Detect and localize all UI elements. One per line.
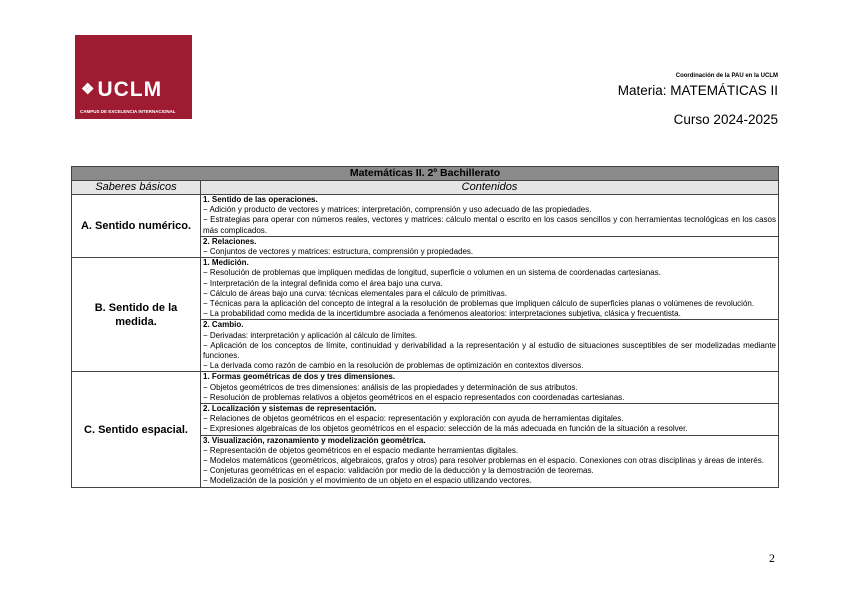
logo-text: UCLM bbox=[97, 78, 163, 101]
table-body bbox=[72, 195, 779, 488]
content-line: − Técnicas para la aplicación del concepto de integral a la resolución de problemas que impliquen cálculo de superficies planas o volúmenes de revolución. bbox=[203, 299, 755, 309]
block-heading: 1. Formas geométricas de dos y tres dimensiones. bbox=[203, 372, 396, 382]
coordination-label: Coordinación de la PAU en la UCLM bbox=[675, 73, 778, 79]
block-heading: 3. Visualización, razonamiento y modelización geométrica. bbox=[203, 435, 426, 445]
content-line: − Resolución de problemas relativos a objetos geométricos en el espacio representados con coordenadas cartesianas. bbox=[203, 392, 625, 402]
block-heading: 1. Sentido de las operaciones. bbox=[203, 195, 318, 204]
content-cell bbox=[201, 236, 779, 257]
subject-label: Materia: MATEMÁTICAS II bbox=[617, 83, 778, 98]
saber-cell: B. Sentido de la medida. bbox=[72, 258, 201, 372]
saber-cell: C. Sentido espacial. bbox=[72, 372, 201, 487]
uclm-emblem-icon: ❖ bbox=[81, 81, 96, 98]
content-line: − Aplicación de los conceptos de límite, continuidad y derivabilidad a la representación y al estudio de situaciones susceptibles de ser modelizadas mediante funciones. bbox=[203, 340, 776, 361]
saber-cell: A. Sentido numérico. bbox=[72, 195, 201, 258]
content-line: − Conjuntos de vectores y matrices: estructura, comprensión y propiedades. bbox=[203, 247, 474, 257]
table-title: Matemáticas II. 2º Bachillerato bbox=[72, 167, 779, 181]
content-line: − Adición y producto de vectores y matrices: interpretación, comprensión y uso adecuado de las propiedades. bbox=[203, 205, 592, 215]
table-row bbox=[72, 258, 779, 320]
content-line: − Interpretación de la integral definida como el área bajo una curva. bbox=[203, 278, 443, 288]
column-header-contenidos: Contenidos bbox=[201, 181, 779, 195]
content-cell bbox=[201, 404, 779, 436]
content-line: − Cálculo de áreas bajo una curva: técnicas elementales para el cálculo de primitivas. bbox=[203, 288, 507, 298]
content-line: − Expresiones algebraicas de los objetos geométricos en el espacio: selección de la más adecuada en función de la situación a resolver. bbox=[203, 424, 688, 434]
contents-table bbox=[71, 166, 779, 488]
content-line: − La derivada como razón de cambio en la resolución de problemas de optimización en contextos diversos. bbox=[203, 361, 584, 371]
block-heading: 2. Relaciones. bbox=[203, 236, 257, 246]
table-row bbox=[72, 195, 779, 237]
content-line: − Estrategias para operar con números reales, vectores y matrices: cálculo mental o escrito en los casos sencillos y con herramientas tecnológicas en los casos más complicados. bbox=[203, 215, 776, 235]
uclm-logo bbox=[75, 35, 192, 119]
block-heading: 1. Medición. bbox=[203, 258, 249, 268]
block-heading: 2. Cambio. bbox=[203, 320, 244, 330]
content-line: − Conjeturas geométricas en el espacio: validación por medio de la deducción y la demostración de teoremas. bbox=[203, 466, 594, 476]
content-cell bbox=[201, 195, 779, 237]
content-cell bbox=[201, 372, 779, 404]
content-line: − Resolución de problemas que impliquen medidas de longitud, superficie o volumen en un sistema de coordenadas cartesianas. bbox=[203, 268, 661, 278]
content-line: − Modelización de la posición y el movimiento de un objeto en el espacio utilizando vectores. bbox=[203, 476, 532, 486]
content-line: − Derivadas: interpretación y aplicación al cálculo de límites. bbox=[203, 330, 418, 340]
column-header-saberes: Saberes básicos bbox=[72, 181, 201, 195]
content-line: − Modelos matemáticos (geométricos, algebraicos, grafos y otros) para resolver problemas en el espacio. Conexiones con otras disciplinas y áreas de interés. bbox=[203, 456, 764, 466]
content-line: − Objetos geométricos de tres dimensiones: análisis de las propiedades y determinación de sus atributos. bbox=[203, 382, 578, 392]
logo-subtitle: CAMPUS DE EXCELENCIA INTERNACIONAL bbox=[80, 109, 176, 114]
page-number: 2 bbox=[769, 551, 775, 565]
content-cell bbox=[201, 435, 779, 487]
content-cell bbox=[201, 320, 779, 372]
block-heading: 2. Localización y sistemas de representación. bbox=[203, 404, 377, 414]
table-row bbox=[72, 372, 779, 404]
content-line: − Representación de objetos geométricos en el espacio mediante herramientas digitales. bbox=[203, 445, 519, 455]
content-line: − Relaciones de objetos geométricos en el espacio: representación y exploración con ayuda de herramientas digitales. bbox=[203, 414, 624, 424]
course-label: Curso 2024-2025 bbox=[673, 112, 778, 127]
content-line: − La probabilidad como medida de la incertidumbre asociada a fenómenos aleatorios: interpretaciones subjetiva, clásica y frecuentista. bbox=[203, 309, 681, 319]
content-cell bbox=[201, 258, 779, 320]
